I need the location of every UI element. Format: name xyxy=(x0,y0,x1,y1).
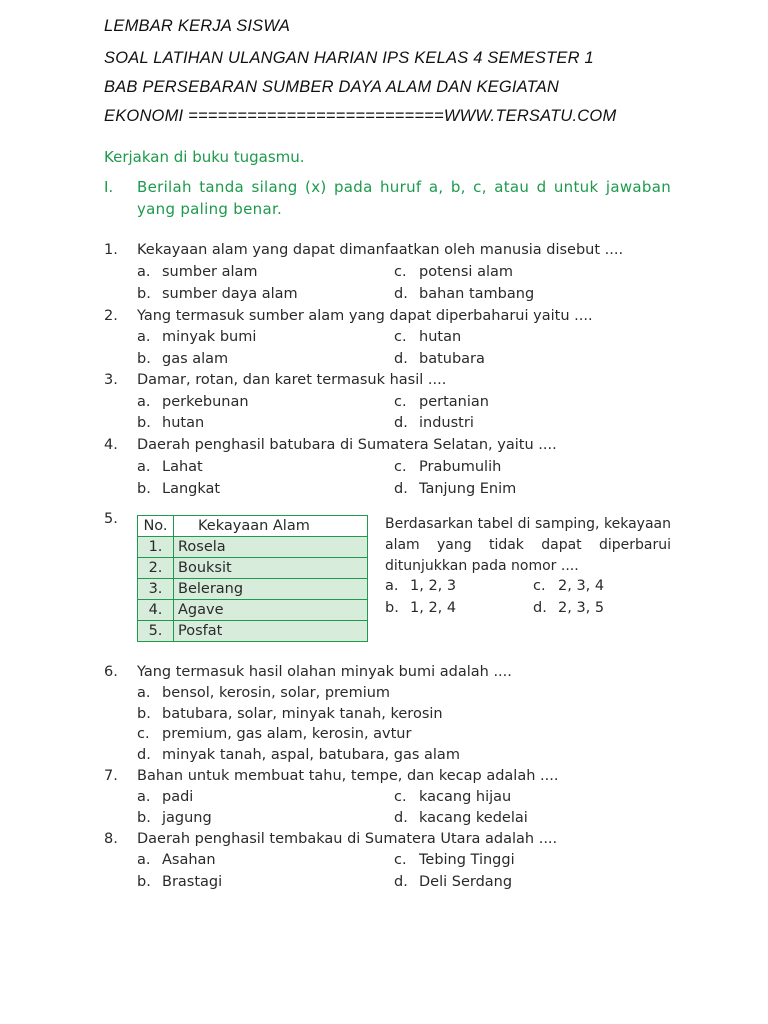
option-d xyxy=(394,810,528,826)
option-text: bahan tambang xyxy=(419,286,535,302)
option-a xyxy=(137,394,249,410)
option-text: jagung xyxy=(162,810,212,826)
option-d xyxy=(394,286,534,302)
question-text: Damar, rotan, dan karet termasuk hasil .... xyxy=(137,372,447,388)
option-letter: d. xyxy=(394,286,408,302)
table-cell-name: Agave xyxy=(174,600,368,621)
option-letter: c. xyxy=(394,394,407,410)
option-text: perkebunan xyxy=(162,394,249,410)
option-text: sumber daya alam xyxy=(162,286,298,302)
option-c xyxy=(394,459,501,475)
header-chapter-website: EKONOMI ==========================WWW.TERSATU.COM xyxy=(104,107,617,125)
option-d xyxy=(394,874,512,890)
option-letter: b. xyxy=(137,810,151,826)
option-text: hutan xyxy=(419,329,462,345)
option-text: Tanjung Enim xyxy=(419,481,517,497)
table-cell-name: Belerang xyxy=(174,579,368,600)
table-cell-no: 3. xyxy=(138,579,174,600)
option-text: 2, 3, 5 xyxy=(558,600,605,616)
table-row xyxy=(138,558,368,579)
option-text: potensi alam xyxy=(419,264,513,280)
option-letter: c. xyxy=(533,578,546,594)
question-number: 1. xyxy=(104,242,118,258)
option-letter: b. xyxy=(385,600,399,616)
table-cell-no: 4. xyxy=(138,600,174,621)
option-letter: d. xyxy=(394,874,408,890)
table-cell-name: Rosela xyxy=(174,537,368,558)
table-cell-no: 5. xyxy=(138,621,174,642)
table-row xyxy=(138,621,368,642)
question-number: 8. xyxy=(104,831,118,847)
option-d xyxy=(533,600,604,616)
option-letter: c. xyxy=(137,726,150,742)
option-a xyxy=(137,685,390,701)
section-instruction: Berilah tanda silang (x) pada huruf a, b, c, atau d untuk jawaban yang paling benar. xyxy=(137,178,671,218)
option-d xyxy=(137,747,460,763)
question-number: 6. xyxy=(104,664,118,680)
table-cell-name: Bouksit xyxy=(174,558,368,579)
option-letter: a. xyxy=(137,394,151,410)
table-row xyxy=(138,579,368,600)
option-text: hutan xyxy=(162,415,205,431)
option-letter: d. xyxy=(394,351,408,367)
table-cell-name: Posfat xyxy=(174,621,368,642)
option-letter: b. xyxy=(137,874,151,890)
option-text: 1, 2, 4 xyxy=(410,600,457,616)
option-letter: c. xyxy=(394,789,407,805)
question-text: Berdasarkan tabel di samping, kekayaan alam yang tidak dapat diperbarui ditunjukkan pada nomor .... xyxy=(385,516,671,574)
option-letter: a. xyxy=(137,459,151,475)
option-text: industri xyxy=(419,415,474,431)
option-letter: a. xyxy=(137,685,151,701)
option-text: Tebing Tinggi xyxy=(419,852,515,868)
option-c xyxy=(394,264,513,280)
option-text: kacang kedelai xyxy=(419,810,528,826)
option-letter: c. xyxy=(394,329,407,345)
table-cell-no: 2. xyxy=(138,558,174,579)
option-c xyxy=(394,852,515,868)
table-row xyxy=(138,537,368,558)
question-number: 3. xyxy=(104,372,118,388)
option-text: Langkat xyxy=(162,481,221,497)
header-chapter: BAB PERSEBARAN SUMBER DAYA ALAM DAN KEGIATAN xyxy=(104,78,560,96)
option-letter: d. xyxy=(394,810,408,826)
option-c xyxy=(394,329,461,345)
question-number: 4. xyxy=(104,437,118,453)
option-b xyxy=(137,874,222,890)
option-letter: a. xyxy=(137,852,151,868)
option-d xyxy=(394,481,516,497)
option-letter: c. xyxy=(394,264,407,280)
option-a xyxy=(137,264,258,280)
option-b xyxy=(137,415,204,431)
option-letter: b. xyxy=(137,706,151,722)
question-number: 7. xyxy=(104,768,118,784)
option-text: Deli Serdang xyxy=(419,874,513,890)
table-header-row xyxy=(138,516,368,537)
option-b xyxy=(137,810,212,826)
option-text: Brastagi xyxy=(162,874,223,890)
option-letter: b. xyxy=(137,415,151,431)
option-text: batubara, solar, minyak tanah, kerosin xyxy=(162,706,443,722)
question-number: 5. xyxy=(104,511,118,527)
option-text: 2, 3, 4 xyxy=(558,578,605,594)
option-text: Prabumulih xyxy=(419,459,502,475)
table-row xyxy=(138,600,368,621)
option-text: Lahat xyxy=(162,459,203,475)
instruction-text: Kerjakan di buku tugasmu. xyxy=(104,148,305,166)
header-subtitle: SOAL LATIHAN ULANGAN HARIAN IPS KELAS 4 SEMESTER 1 xyxy=(104,49,594,67)
question-text: Yang termasuk hasil olahan minyak bumi adalah .... xyxy=(137,664,512,680)
table-cell-no: 1. xyxy=(138,537,174,558)
option-a xyxy=(385,578,456,594)
option-letter: a. xyxy=(137,329,151,345)
option-a xyxy=(137,852,216,868)
option-text: batubara xyxy=(419,351,485,367)
option-letter: a. xyxy=(137,789,151,805)
question-text: Daerah penghasil tembakau di Sumatera Utara adalah .... xyxy=(137,831,558,847)
option-b xyxy=(137,351,228,367)
table-header-no: No. xyxy=(138,516,174,537)
option-b xyxy=(385,600,456,616)
option-letter: d. xyxy=(137,747,151,763)
option-b xyxy=(137,286,298,302)
option-text: premium, gas alam, kerosin, avtur xyxy=(162,726,412,742)
option-text: bensol, kerosin, solar, premium xyxy=(162,685,391,701)
question-text: Yang termasuk sumber alam yang dapat diperbaharui yaitu .... xyxy=(137,308,593,324)
option-a xyxy=(137,789,193,805)
option-d xyxy=(394,351,485,367)
question-text: Daerah penghasil batubara di Sumatera Selatan, yaitu .... xyxy=(137,437,557,453)
option-text: padi xyxy=(162,789,194,805)
option-text: minyak bumi xyxy=(162,329,257,345)
option-letter: a. xyxy=(385,578,399,594)
option-text: 1, 2, 3 xyxy=(410,578,457,594)
option-text: sumber alam xyxy=(162,264,258,280)
option-letter: d. xyxy=(394,481,408,497)
option-text: Asahan xyxy=(162,852,216,868)
option-b xyxy=(137,481,220,497)
option-letter: b. xyxy=(137,351,151,367)
option-letter: d. xyxy=(533,600,547,616)
option-text: pertanian xyxy=(419,394,489,410)
option-text: kacang hijau xyxy=(419,789,512,805)
option-letter: a. xyxy=(137,264,151,280)
header-title: LEMBAR KERJA SISWA xyxy=(104,17,291,35)
option-a xyxy=(137,329,256,345)
option-c xyxy=(394,789,511,805)
option-letter: b. xyxy=(137,286,151,302)
option-a xyxy=(137,459,203,475)
option-text: gas alam xyxy=(162,351,229,367)
option-letter: c. xyxy=(394,459,407,475)
table-header-name: Kekayaan Alam xyxy=(174,516,368,537)
option-letter: d. xyxy=(394,415,408,431)
option-letter: c. xyxy=(394,852,407,868)
option-d xyxy=(394,415,474,431)
option-c xyxy=(137,726,411,742)
natural-resources-table xyxy=(137,515,368,642)
option-c xyxy=(533,578,604,594)
option-text: minyak tanah, aspal, batubara, gas alam xyxy=(162,747,460,763)
question-text: Kekayaan alam yang dapat dimanfaatkan oleh manusia disebut .... xyxy=(137,242,624,258)
question-text: Bahan untuk membuat tahu, tempe, dan kecap adalah .... xyxy=(137,768,559,784)
option-c xyxy=(394,394,489,410)
option-letter: b. xyxy=(137,481,151,497)
section-number: I. xyxy=(104,178,114,196)
question-number: 2. xyxy=(104,308,118,324)
option-b xyxy=(137,706,443,722)
